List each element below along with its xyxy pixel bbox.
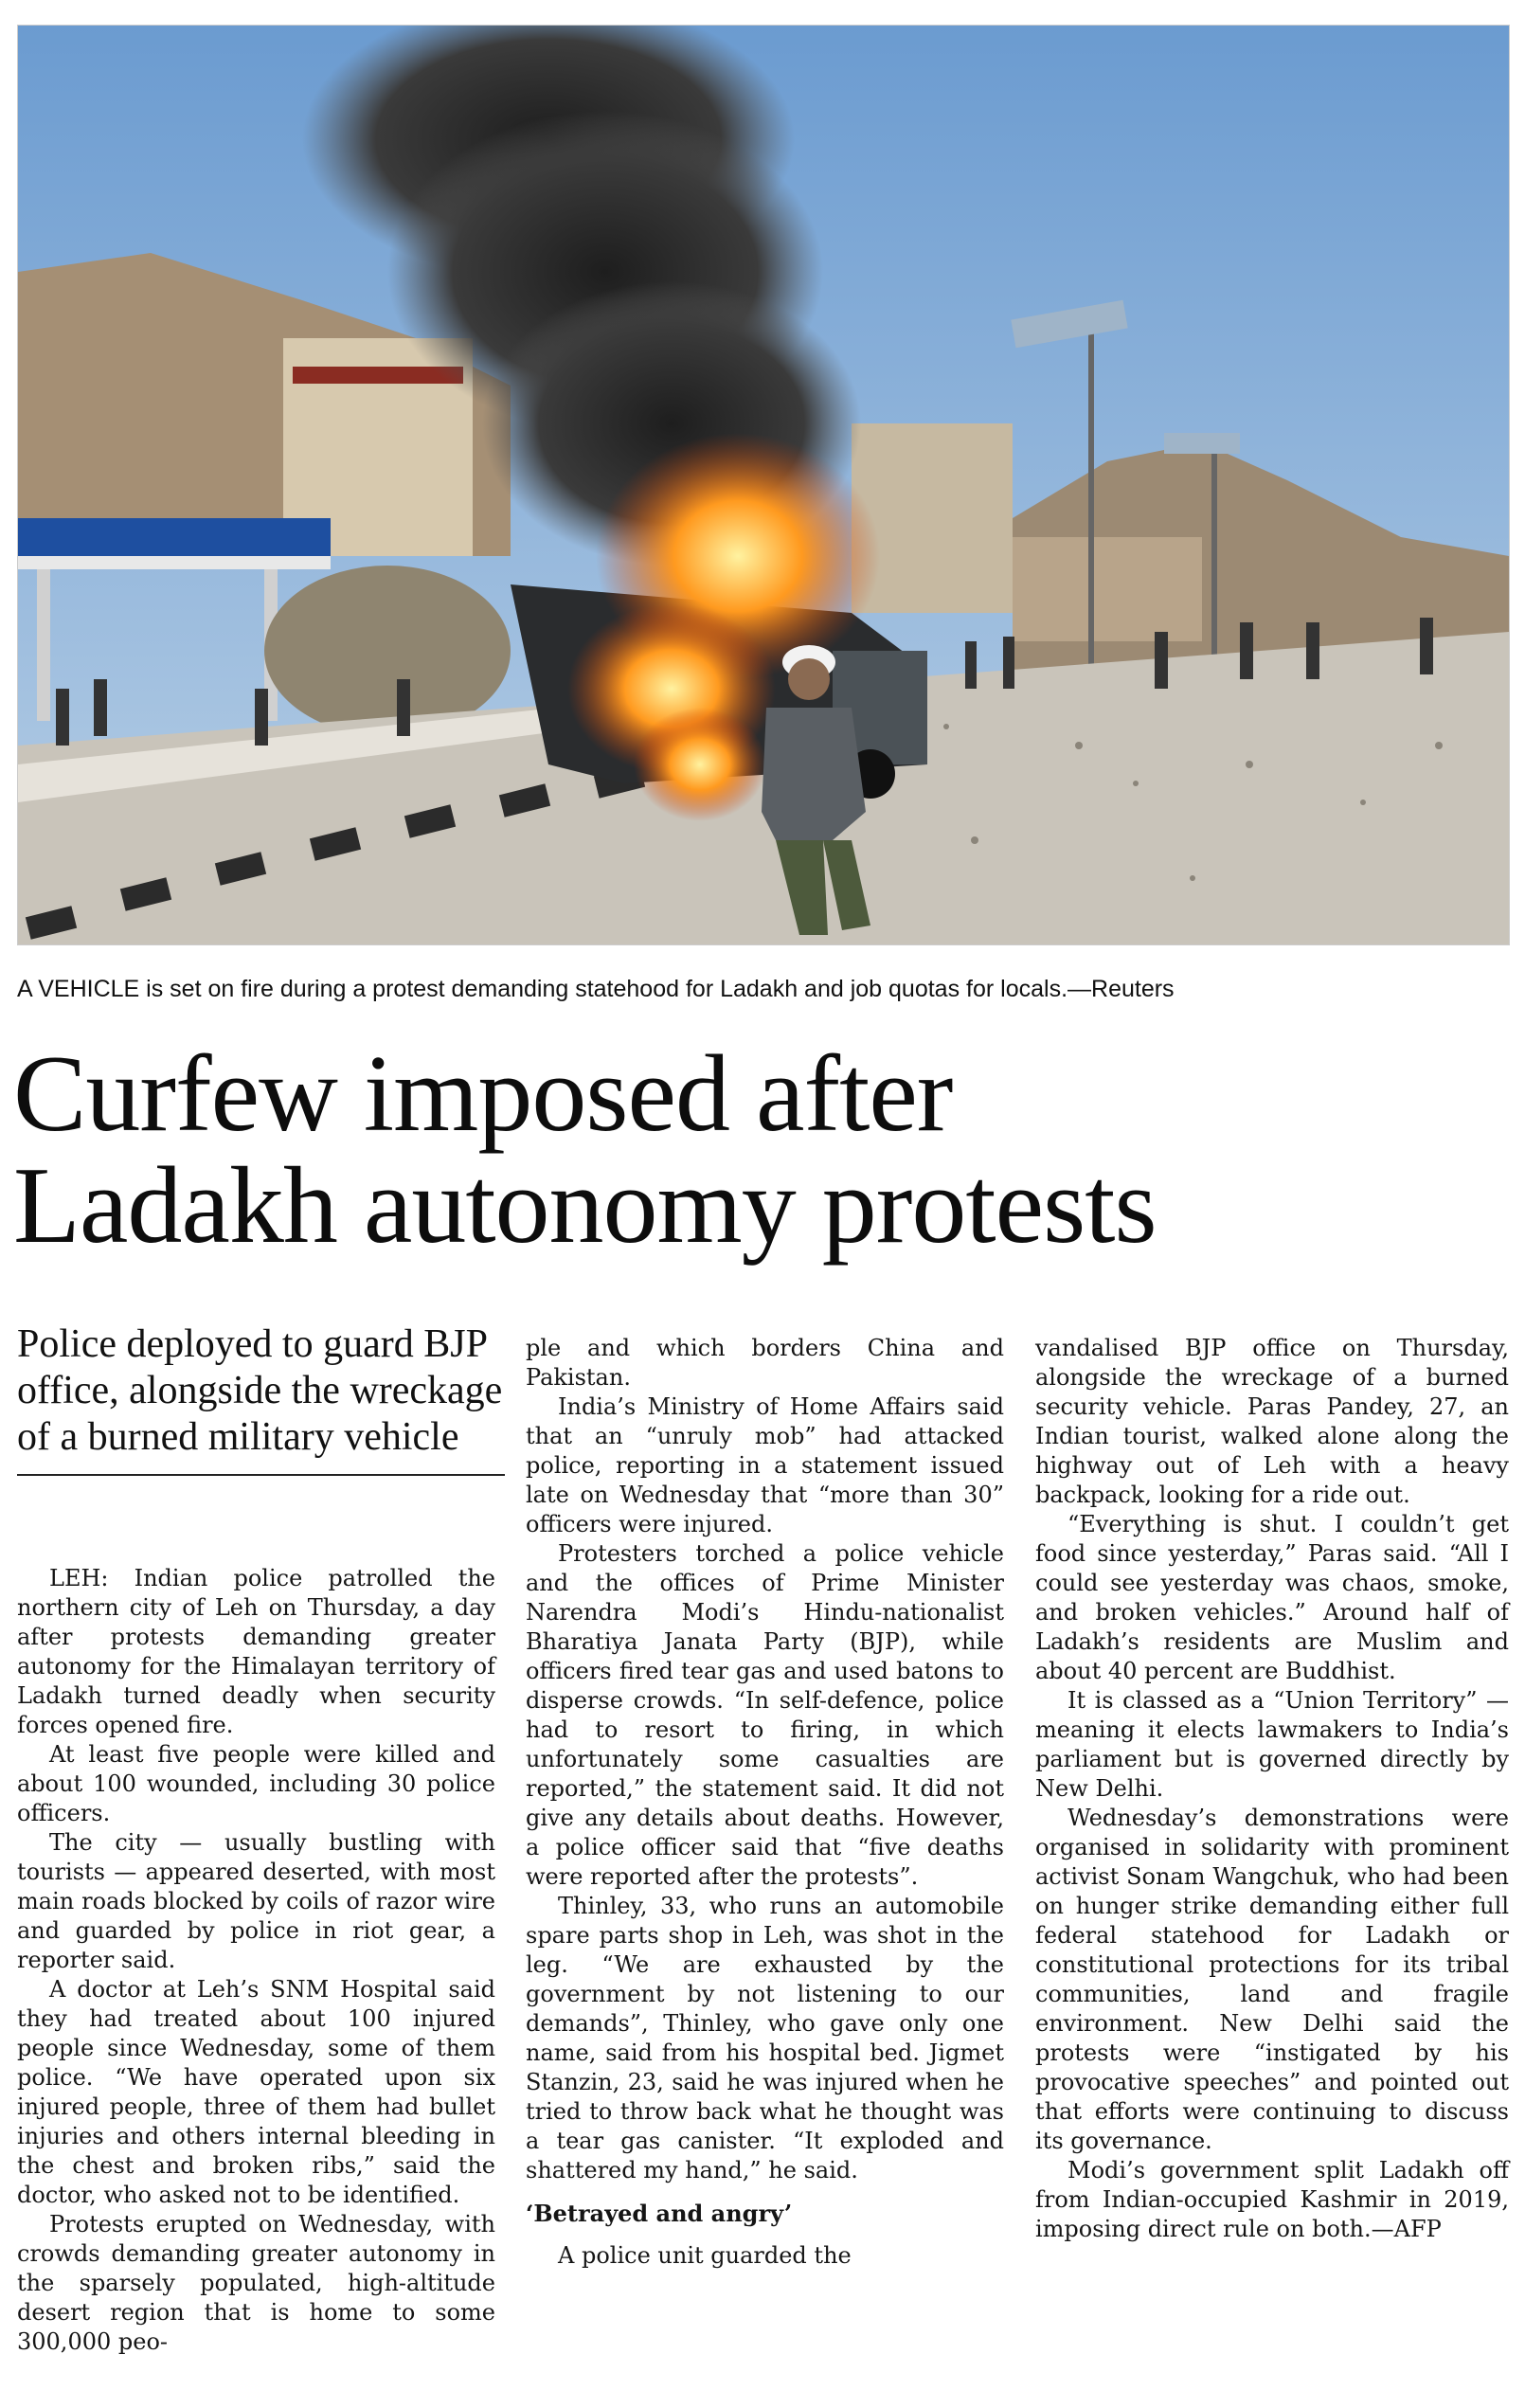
paragraph: Modi’s government split Ladakh off from Indian-occupied Kashmir in 2019, imposing direct rule on both.—AFP [1035,2157,1509,2242]
paragraph: LEH: Indian police patrolled the northern city of Leh on Thursday, a day after protests demanding greater autonomy for the Himalayan territory of Ladakh turned deadly when security forces opened fire. [17,1565,495,1738]
paragraph: India’s Ministry of Home Affairs said that an “unruly mob” had attacked police, reporting in a statement issued late on Wednesday that “more than 30” officers were injured. [526,1393,1004,1537]
paragraph: vandalised BJP office on Thursday, alongside the wreckage of a burned security vehicle. Paras Pandey, 27, an Indian tourist, walked alone along the highway out of Leh with a heavy backpack, looking for a ride out. [1035,1335,1509,1508]
paragraph: A police unit guarded the [558,2242,852,2269]
paragraph: ple and which borders China and Pakistan. [526,1335,1004,1391]
article-column-3 [1035,1334,1509,2244]
paragraph: Wednesday’s demonstrations were organised in solidarity with prominent activist Sonam Wangchuk, who had been on hunger strike demanding either full federal statehood for Ladakh or constitutional protections for its tribal communities, land and fragile environment. New Delhi said the protests were “instigated by his provocative speeches” and pointed out that efforts were continuing to discuss its governance. [1035,1805,1509,2154]
paragraph: It is classed as a “Union Territory” — meaning it elects lawmakers to India’s parliament but is governed directly by New Delhi. [1035,1687,1509,1802]
news-photo [17,25,1510,945]
headline-line-2: Ladakh autonomy protests [13,1145,1157,1267]
paragraph: At least five people were killed and about 100 wounded, including 30 police officers. [17,1741,495,1826]
photo-caption: A VEHICLE is set on fire during a protest demanding statehood for Ladakh and job quotas for locals.—Reuters [17,976,1175,1002]
headline-line-1: Curfew imposed after [13,1033,953,1155]
article-column-1 [17,1564,495,2357]
paragraph: Protests erupted on Wednesday, with crowds demanding greater autonomy in the sparsely populated, high-altitude desert region that is home to some 300,000 peo- [17,2211,495,2355]
paragraph: “Everything is shut. I couldn’t get food since yesterday,” Paras said. “All I could see yesterday was chaos, smoke, and broken vehicles.” Around half of Ladakh’s residents are Muslim and about 40 percent are Buddhist. [1035,1511,1509,1684]
burning-vehicle-photo-illustration [18,26,1509,944]
paragraph: Protesters torched a police vehicle and the offices of Prime Minister Narendra Modi’s Hindu-nationalist Bharatiya Janata Party (BJP), while officers fired tear gas and used batons to disperse crowds. “In self-defence, police had to resort to firing, in which unfortunately some casualties are reported,” the statement said. It did not give any details about deaths. However, a police officer said that “five deaths were reported after the protests”. [526,1540,1004,1890]
paragraph: The city — usually bustling with tourists — appeared deserted, with most main roads blocked by coils of razor wire and guarded by police in riot gear, a reporter said. [17,1829,495,1973]
paragraph: A doctor at Leh’s SNM Hospital said they had treated about 100 injured people since Wednesday, some of them police. “We have operated upon six injured people, three of them had bullet injuries and others internal bleeding in the chest and broken ribs,” said the doctor, who asked not to be identified. [17,1976,495,2208]
article-column-2 [526,1334,1004,2271]
deck-subheadline: Police deployed to guard BJP office, alongside the wreckage of a burned military vehicle [17,1321,505,1476]
headline [13,1033,1519,1267]
paragraph: Thinley, 33, who runs an automobile spare parts shop in Leh, was shot in the leg. “We are exhausted by the government by not listening to our demands”, Thinley, who gave only one name, said from his hospital bed. Jigmet Stanzin, 23, said he was injured when he tried to throw back what he thought was a tear gas canister. “It exploded and shattered my hand,” he said. [526,1893,1004,2183]
section-subhead: ‘Betrayed and angry’ [526,2200,793,2227]
